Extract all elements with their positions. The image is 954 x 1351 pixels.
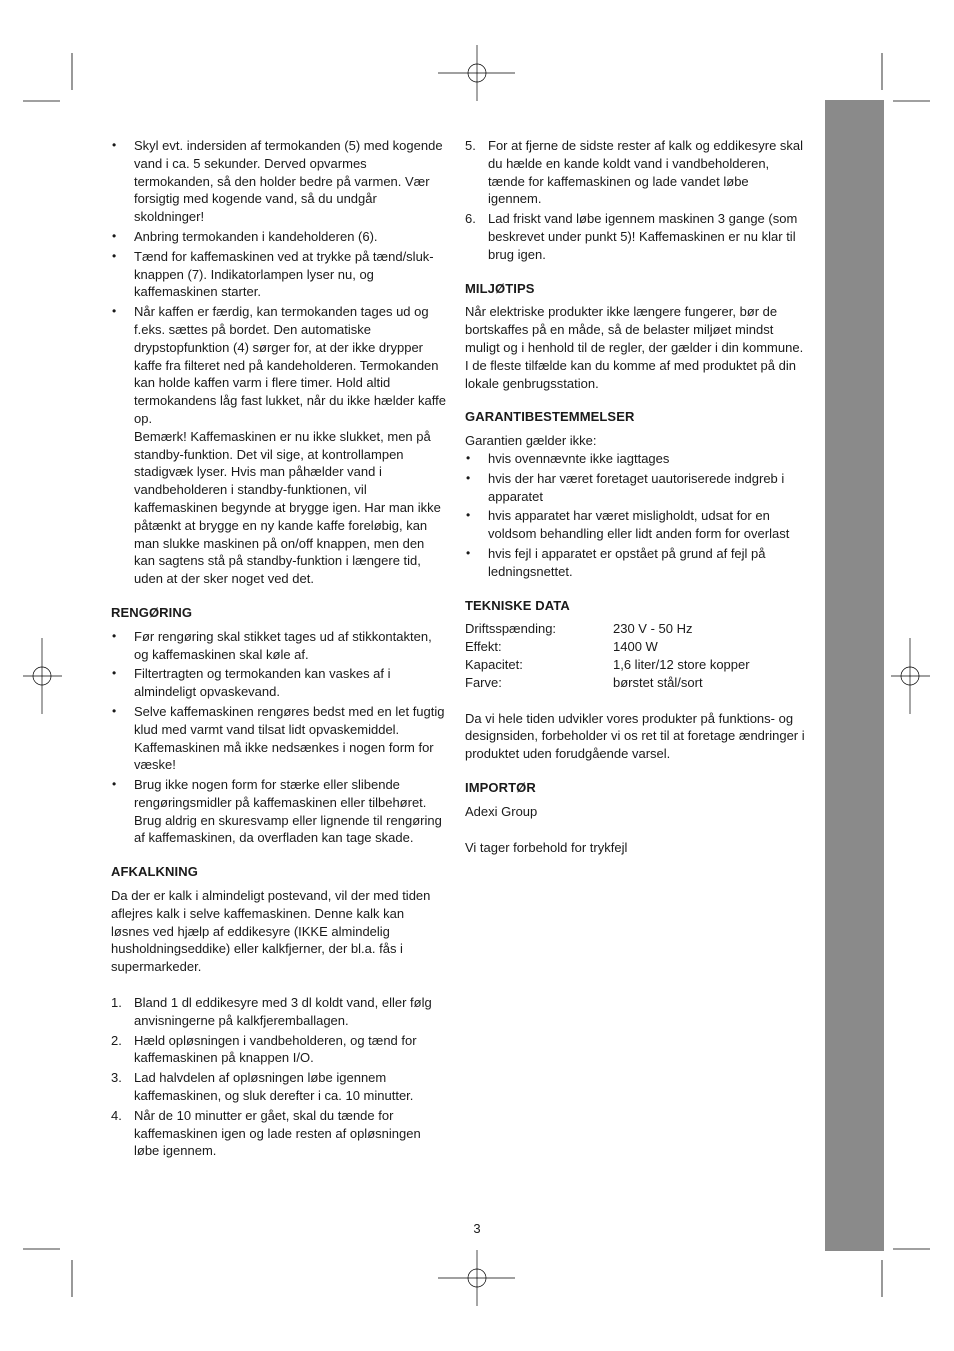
list-item: 6. Lad friskt vand løbe igennem maskinen 3 gange (som beskrevet under punkt 5)! Kaffemaskinen er nu klar til brug igen. — [465, 211, 798, 262]
left-column — [111, 137, 446, 1162]
cleaning-section — [111, 604, 446, 847]
step-number: 6. — [465, 211, 476, 227]
importer-name: Adexi Group — [465, 803, 538, 819]
environment-heading: MILJØTIPS — [465, 280, 535, 296]
warranty-list — [465, 450, 805, 581]
descaling-intro: Da der er kalk i almindeligt postevand, vil der med tiden aflejres kalk i selve kaffemaskinen. Denne kalk kan løsnes ved hjælp af eddikesyre (IKKE almindelig husholdningseddike) eller kalkfjerner, der bl.a. fås i supermarkeder. — [111, 888, 431, 975]
page-number: 3 — [473, 1221, 481, 1236]
bullet-icon: • — [112, 628, 117, 643]
bullet-icon: • — [112, 138, 117, 152]
bullet-icon: • — [466, 450, 471, 465]
table-row: Farve: børstet stål/sort — [465, 674, 703, 690]
warranty-heading: GARANTIBESTEMMELSER — [465, 409, 635, 425]
bullet-icon: • — [466, 545, 471, 560]
descaling-steps-continued — [465, 137, 805, 264]
list-item: • Når kaffen er færdig, kan termokanden tages ud og f.eks. sættes på bordet. Den automatiske drypstopfunktion (4) sørger for, at der ikke drypper kaffe fra filteret ned på kandeholderen. Termokanden kan holde kaffen varm i flere timer. Hold altid termokandens låg fast lukket, når du ikke hælder kaffe op. Bemærk! Kaffemaskinen er nu ikke slukket, men på standby-funktion. Det vil sige, at kontrollampen stadigvæk lyser. Hvis man påhælder vand i vandbeholderen i standby-funktionen, vil kaffemaskinen begynde at brygge igen. Har man ikke påtænkt at brygge en ny kande kaffe foreløbig, kan man slukke maskinen på on/off knappen, men den kan sagtens stå på standby-funktion i længere tid, uden at der sker noget ved det. — [112, 304, 446, 587]
bullet-icon: • — [112, 304, 117, 319]
list-item: • Før rengøring skal stikket tages ud af stikkontakten, og kaffemaskinen skal køle af. — [112, 628, 432, 662]
importer-heading: IMPORTØR — [465, 779, 536, 795]
tech-data-section — [465, 597, 805, 763]
list-item: • Filtertragten og termokanden kan vaskes af i almindeligt opvaskevand. — [112, 666, 391, 700]
step-number: 3. — [111, 1070, 122, 1086]
print-error-disclaimer: Vi tager forbehold for trykfejl — [465, 839, 628, 855]
registration-mark-bottom — [438, 1250, 515, 1306]
environment-text: Når elektriske produkter ikke længere fungerer, bør de bortskaffes på en måde, så de belaster miljøet mindst muligt og i henhold til de regler, der gælder i din kommune. I de fleste tilfælde kan du komme af med produktet på din lokale genbrugsstation. — [465, 304, 804, 391]
bullet-icon: • — [112, 703, 117, 718]
list-item: 1. Bland 1 dl eddikesyre med 3 dl koldt vand, eller følg anvisningerne på kalkfjeremballagen. — [111, 995, 432, 1028]
list-item: • hvis fejl i apparatet er opstået på grund af fejl på ledningsnettet. — [466, 545, 766, 579]
list-item: • Tænd for kaffemaskinen ved at trykke på tænd/sluk-knappen (7). Indikatorlampen lyser nu, og kaffemaskinen starter. — [112, 248, 434, 300]
list-item: • Brug ikke nogen form for stærke eller slibende rengøringsmidler på kaffemaskinen eller tilbehøret. Brug aldrig en skuresvamp eller lignende til rengøring af kaffemaskinen, da overfladen kan tage skade. — [112, 777, 442, 846]
list-item: • hvis ovennævnte ikke iagttages — [466, 450, 670, 466]
bullet-icon: • — [112, 666, 117, 681]
list-item: • Skyl evt. indersiden af termokanden (5) med kogende vand i ca. 5 sekunder. Derved opvarmes termokanden, så den holder bedre på varmen. Vær forsigtig med kogende vand, så du undgår skoldninger! — [112, 138, 443, 225]
environment-section — [465, 280, 805, 393]
bullet-icon: • — [112, 228, 117, 243]
step-number: 2. — [111, 1032, 122, 1048]
list-item: • Selve kaffemaskinen rengøres bedst med en let fugtig klud med varmt vand tilsat lidt opvaskemiddel. Kaffemaskinen må ikke nedsænkes i nogen form for væske! — [112, 703, 445, 773]
product-change-notice: Da vi hele tiden udvikler vores produkter på funktions- og designsiden, forbeholder vi os ret til at foretage ændringer i produktet uden forudgående varsel. — [465, 710, 805, 762]
descaling-steps — [111, 994, 446, 1160]
list-item: • Anbring termokanden i kandeholderen (6). — [112, 228, 378, 244]
warranty-intro: Garantien gælder ikke: — [465, 433, 597, 449]
list-item: • hvis apparatet har været misligholdt, udsat for en voldsom behandling eller lidt anden form for overlast — [466, 508, 790, 542]
list-item: • hvis der har været foretaget uautoriserede indgreb i apparatet — [466, 470, 785, 504]
step-number: 1. — [111, 995, 122, 1011]
table-row: Effekt: 1400 W — [465, 639, 658, 655]
cleaning-list — [111, 628, 446, 848]
list-item: 5. For at fjerne de sidste rester af kalk og eddikesyre skal du hælde en kande koldt vand i vandbeholderen, tænde for kaffemaskinen og lade vandet løbe igennem. — [465, 138, 804, 207]
cleaning-heading: RENGØRING — [111, 604, 193, 620]
registration-mark-left — [23, 638, 62, 714]
warranty-section — [465, 408, 805, 580]
tech-data-table — [465, 620, 750, 691]
importer-section — [465, 779, 805, 856]
table-row: Driftsspænding: 230 V - 50 Hz — [465, 621, 693, 637]
standby-note: Bemærk! Kaffemaskinen er nu ikke slukket, men på standby-funktion. Det vil sige, at kontrollampen stadigvæk lyser. Hvis man påhælder vand i vandbeholderen i standby-funktionen, vil kaffemaskinen begynde at brygge igen. Har man ikke påtænkt at brygge en ny kande kaffe foreløbig, kan man slukke maskinen på on/off knappen, men den kan sagtens stå på standby-funktion i længere tid, uden at der sker noget ved det. — [134, 428, 441, 587]
bullet-icon: • — [112, 777, 117, 792]
step-number: 5. — [465, 138, 476, 153]
right-column — [465, 137, 805, 856]
list-item: 3. Lad halvdelen af opløsningen løbe igennem kaffemaskinen, og sluk derefter i ca. 10 minutter. — [111, 1070, 414, 1104]
tech-data-heading: TEKNISKE DATA — [465, 597, 570, 613]
descaling-heading: AFKALKNING — [111, 864, 198, 880]
bullet-icon: • — [466, 470, 471, 485]
table-row: Kapacitet: 1,6 liter/12 store kopper — [465, 656, 750, 672]
intro-bullet-list — [111, 137, 446, 588]
descaling-section — [111, 863, 446, 1160]
step-number: 4. — [111, 1107, 122, 1123]
registration-mark-top — [438, 45, 515, 101]
side-tab — [825, 100, 884, 1251]
registration-mark-right — [891, 638, 930, 714]
bullet-icon: • — [112, 248, 117, 263]
list-item: 4. Når de 10 minutter er gået, skal du tænde for kaffemaskinen igen og lade resten af opløsningen løbe igennem. — [111, 1107, 421, 1159]
bullet-icon: • — [466, 508, 471, 523]
list-item: 2. Hæld opløsningen i vandbeholderen, og tænd for kaffemaskinen på knappen I/O. — [111, 1032, 417, 1066]
